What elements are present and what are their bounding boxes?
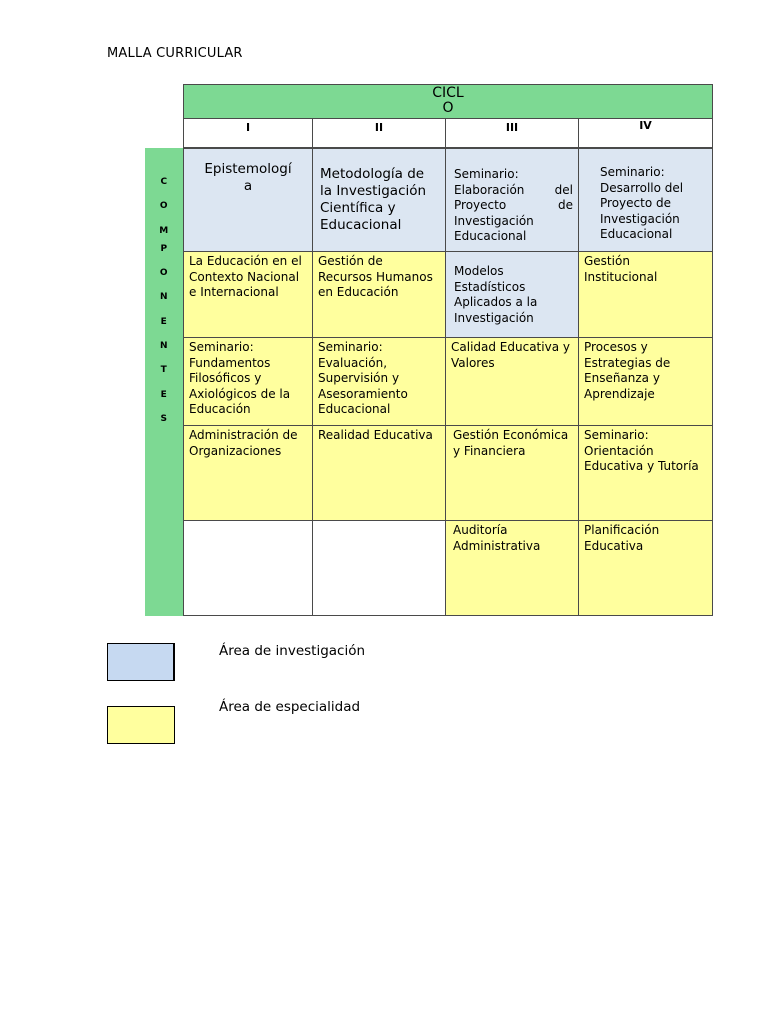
cell-r2-c3: Modelos Estadísticos Aplicados a la Investigación [445, 251, 579, 338]
legend-swatch-especialidad [107, 706, 175, 744]
cell-r4-c4: Seminario: Orientación Educativa y Tutoría [578, 425, 713, 521]
document-title: MALLA CURRICULAR [107, 46, 243, 61]
cell-r2-c2: Gestión de Recursos Humanos en Educación [312, 251, 446, 338]
column-header-1: I [183, 119, 313, 148]
cell-r2-c1: La Educación en el Contexto Nacional e Internacional [183, 251, 313, 338]
cell-r4-c3: Gestión Económica y Financiera [445, 425, 579, 521]
cell-r3-c3: Calidad Educativa y Valores [445, 337, 579, 426]
cell-r3-c2: Seminario: Evaluación, Supervisión y Asesoramiento Educacional [312, 337, 446, 426]
cell-r1-c2: Metodología de la Investigación Científica y Educacional [312, 148, 446, 252]
cell-r4-c2: Realidad Educativa [312, 425, 446, 521]
column-header-3: III [445, 119, 579, 148]
column-header-2: II [312, 119, 446, 148]
legend-swatch-investigacion [107, 643, 175, 681]
ciclo-text-line2: O [442, 100, 454, 116]
ciclo-text-line1: CICL [432, 85, 464, 101]
cell-r1-c1: Epistemologí a [183, 148, 313, 252]
cell-r5-c3: Auditoría Administrativa [445, 520, 579, 616]
cell-r5-c2 [312, 520, 446, 616]
ciclo-header [183, 84, 713, 119]
cell-r2-c4: Gestión Institucional [578, 251, 713, 338]
cell-r1-c4: Seminario: Desarrollo del Proyecto de Investigación Educacional [578, 148, 713, 252]
cell-r3-c4: Procesos y Estrategias de Enseñanza y Aprendizaje [578, 337, 713, 426]
cell-r5-c4: Planificación Educativa [578, 520, 713, 616]
column-header-4: IV [578, 119, 713, 148]
cell-r4-c1: Administración de Organizaciones [183, 425, 313, 521]
legend-label-investigacion: Área de investigación [219, 643, 366, 659]
legend-label-especialidad: Área de especialidad [219, 699, 361, 715]
cell-r1-c3: Seminario: Elaboración del Proyecto de Investigación Educacional [445, 148, 579, 252]
cell-r3-c1: Seminario: Fundamentos Filosóficos y Axiológicos de la Educación [183, 337, 313, 426]
cell-r5-c1 [183, 520, 313, 616]
componentes-label: C O M P O N E N T E S [159, 177, 169, 424]
